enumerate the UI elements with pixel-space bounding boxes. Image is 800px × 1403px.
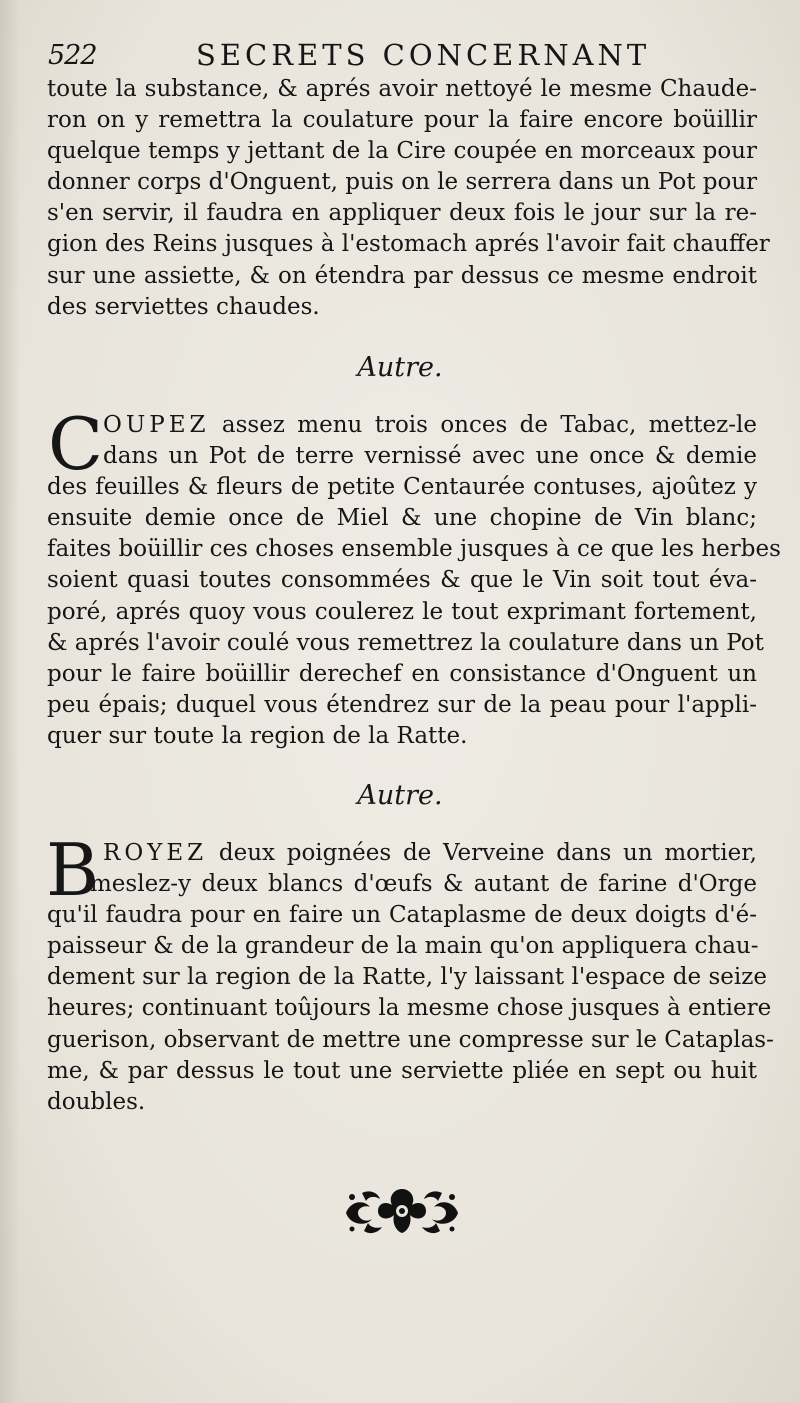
text-line: des feuilles & fleurs de petite Centaurée contuses, ajoûtez y — [47, 474, 757, 501]
text-line: s'en servir, il faudra en appliquer deux fois le jour sur la re- — [47, 200, 757, 227]
text-line: quer sur toute la region de la Ratte. — [47, 722, 468, 749]
gutter-shadow — [0, 0, 20, 1403]
text-line: paisseur & de la grandeur de la main qu'on appliquera chau- — [47, 933, 759, 960]
text-line: faites boüillir ces choses ensemble jusques à ce que les herbes — [47, 536, 781, 563]
text-line: sur une assiette, & on étendra par dessus ce mesme endroit — [47, 262, 757, 289]
drop-cap: C — [48, 402, 104, 486]
text-line: dement sur la region de la Ratte, l'y laissant l'espace de seize — [47, 964, 767, 991]
text-line: poré, aprés quoy vous coulerez le tout exprimant fortement, — [47, 598, 757, 625]
text-line: pour le faire boüillir derechef en consistance d'Onguent un — [47, 660, 757, 687]
running-head: SECRETS CONCERNANT — [196, 38, 651, 72]
text-line: doubles. — [47, 1088, 146, 1115]
floral-fleuron-icon — [340, 1183, 464, 1239]
page-header — [48, 38, 758, 78]
text-line: dans un Pot de terre vernissé avec une once & demie — [103, 443, 757, 470]
section-title: Autre. — [357, 780, 443, 811]
text-line: soient quasi toutes consommées & que le Vin soit tout éva- — [47, 567, 757, 594]
lead-word: OUPEZ — [103, 412, 210, 438]
text-line: me, & par dessus le tout une serviette pliée en sept ou huit — [47, 1057, 757, 1084]
text-line: assez menu trois onces de Tabac, mettez-le — [221, 412, 758, 438]
text-line: quelque temps y jettant de la Cire coupée en morceaux pour — [47, 138, 757, 165]
text-line: & aprés l'avoir coulé vous remettrez la coulature dans un Pot — [47, 629, 764, 656]
second-line-block — [90, 869, 757, 900]
text-line: toute la substance, & aprés avoir nettoyé le mesme Chaude- — [47, 76, 757, 102]
lead-word: ROYEZ — [103, 840, 208, 866]
continued-paragraph — [47, 74, 770, 323]
text-line: des serviettes chaudes. — [47, 293, 320, 320]
text-line: guerison, observant de mettre une compresse sur le Cataplas- — [47, 1026, 774, 1053]
text-line: ron on y remettra la coulature pour la faire encore boüillir — [47, 107, 757, 134]
text-line: heures; continuant toûjours la mesme chose jusques à entiere — [47, 995, 772, 1022]
text-line: meslez-y deux blancs d'œufs & autant de farine d'Orge — [90, 871, 757, 898]
paragraph-body — [47, 900, 774, 1118]
text-line: peu épais; duquel vous étendrez sur de la peau pour l'appli- — [47, 691, 757, 718]
text-line: deux poignées de Verveine dans un mortier, — [218, 840, 757, 866]
first-line — [103, 838, 757, 869]
text-line: donner corps d'Onguent, puis on le serrera dans un Pot pour — [47, 169, 758, 196]
text-line: qu'il faudra pour en faire un Cataplasme de deux doigts d'é- — [47, 902, 757, 929]
text-line: ensuite demie once de Miel & une chopine de Vin blanc; — [47, 505, 757, 532]
drop-cap: B — [46, 828, 99, 912]
page-number: 522 — [48, 40, 97, 71]
first-line — [103, 410, 757, 441]
section-title: Autre. — [357, 352, 443, 383]
paragraph-body — [47, 472, 781, 752]
text-line: gion des Reins jusques à l'estomach aprés l'avoir fait chauffer — [47, 231, 770, 258]
second-line-block — [103, 441, 757, 472]
